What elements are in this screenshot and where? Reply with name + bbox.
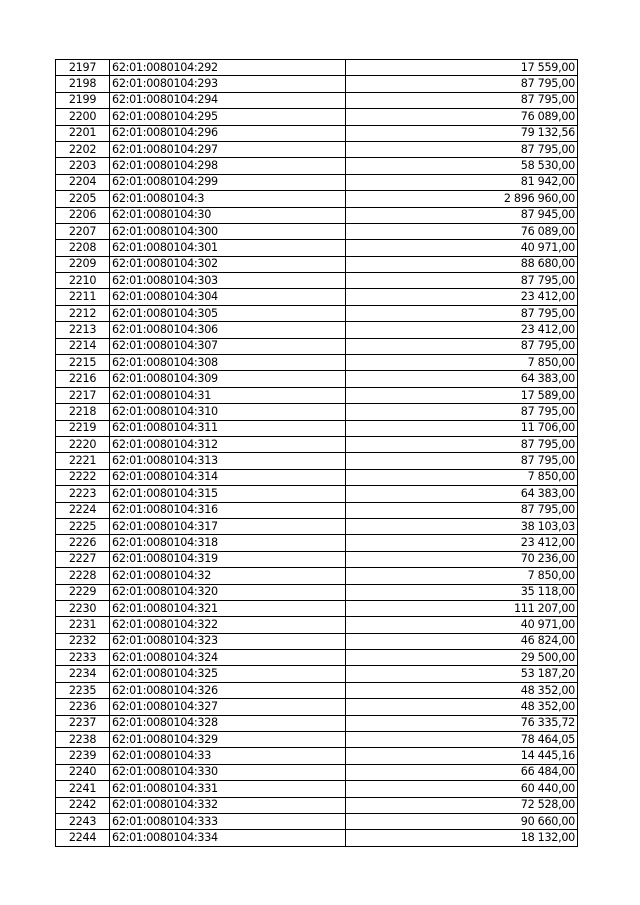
table-row [56,289,578,305]
cadastral-number-cell: 62:01:0080104:315 [110,486,346,502]
cadastral-value-cell: 79 132,56 [346,125,578,141]
cadastral-number-cell: 62:01:0080104:323 [110,633,346,649]
row-number-cell: 2228 [56,568,110,584]
cadastral-value-cell: 87 795,00 [346,305,578,321]
table-row [56,141,578,157]
row-number-cell: 2235 [56,682,110,698]
table-row [56,125,578,141]
table-row [56,404,578,420]
table-row [56,387,578,403]
cadastral-value-cell: 87 795,00 [346,76,578,92]
table-row [56,781,578,797]
cadastral-value-cell: 64 383,00 [346,371,578,387]
table-row [56,600,578,616]
cadastral-value-cell: 87 795,00 [346,141,578,157]
cadastral-number-cell: 62:01:0080104:305 [110,305,346,321]
cadastral-value-cell: 58 530,00 [346,158,578,174]
table-row [56,486,578,502]
table-row [56,518,578,534]
row-number-cell: 2229 [56,584,110,600]
table-row [56,240,578,256]
row-number-cell: 2206 [56,207,110,223]
row-number-cell: 2201 [56,125,110,141]
table-body [56,60,578,847]
cadastral-number-cell: 62:01:0080104:301 [110,240,346,256]
cadastral-number-cell: 62:01:0080104:331 [110,781,346,797]
cadastral-value-table [55,59,578,847]
row-number-cell: 2233 [56,650,110,666]
cadastral-value-cell: 23 412,00 [346,322,578,338]
row-number-cell: 2197 [56,60,110,76]
table-row [56,830,578,846]
row-number-cell: 2239 [56,748,110,764]
cadastral-value-cell: 78 464,05 [346,732,578,748]
cadastral-number-cell: 62:01:0080104:326 [110,682,346,698]
row-number-cell: 2231 [56,617,110,633]
cadastral-number-cell: 62:01:0080104:306 [110,322,346,338]
row-number-cell: 2198 [56,76,110,92]
table-row [56,223,578,239]
row-number-cell: 2238 [56,732,110,748]
table-row [56,60,578,76]
table-row [56,584,578,600]
row-number-cell: 2224 [56,502,110,518]
cadastral-number-cell: 62:01:0080104:304 [110,289,346,305]
row-number-cell: 2218 [56,404,110,420]
row-number-cell: 2232 [56,633,110,649]
row-number-cell: 2234 [56,666,110,682]
row-number-cell: 2222 [56,469,110,485]
table-row [56,191,578,207]
row-number-cell: 2214 [56,338,110,354]
cadastral-number-cell: 62:01:0080104:31 [110,387,346,403]
cadastral-number-cell: 62:01:0080104:330 [110,764,346,780]
cadastral-value-cell: 23 412,00 [346,535,578,551]
row-number-cell: 2243 [56,813,110,829]
cadastral-number-cell: 62:01:0080104:334 [110,830,346,846]
row-number-cell: 2209 [56,256,110,272]
cadastral-value-cell: 87 945,00 [346,207,578,223]
table-row [56,551,578,567]
row-number-cell: 2230 [56,600,110,616]
cadastral-value-cell: 40 971,00 [346,617,578,633]
cadastral-value-cell: 76 089,00 [346,109,578,125]
row-number-cell: 2207 [56,223,110,239]
table-row [56,535,578,551]
cadastral-value-cell: 53 187,20 [346,666,578,682]
cadastral-number-cell: 62:01:0080104:294 [110,92,346,108]
row-number-cell: 2200 [56,109,110,125]
row-number-cell: 2213 [56,322,110,338]
cadastral-value-cell: 18 132,00 [346,830,578,846]
table-row [56,273,578,289]
cadastral-value-cell: 72 528,00 [346,797,578,813]
row-number-cell: 2204 [56,174,110,190]
table-row [56,76,578,92]
table-row [56,338,578,354]
cadastral-number-cell: 62:01:0080104:333 [110,813,346,829]
row-number-cell: 2210 [56,273,110,289]
row-number-cell: 2215 [56,355,110,371]
row-number-cell: 2240 [56,764,110,780]
row-number-cell: 2216 [56,371,110,387]
cadastral-number-cell: 62:01:0080104:302 [110,256,346,272]
cadastral-value-cell: 66 484,00 [346,764,578,780]
row-number-cell: 2199 [56,92,110,108]
cadastral-value-cell: 17 589,00 [346,387,578,403]
row-number-cell: 2208 [56,240,110,256]
cadastral-value-cell: 81 942,00 [346,174,578,190]
table-row [56,420,578,436]
table-row [56,174,578,190]
row-number-cell: 2202 [56,141,110,157]
cadastral-value-cell: 2 896 960,00 [346,191,578,207]
cadastral-number-cell: 62:01:0080104:292 [110,60,346,76]
cadastral-number-cell: 62:01:0080104:309 [110,371,346,387]
table-row [56,158,578,174]
cadastral-value-cell: 70 236,00 [346,551,578,567]
cadastral-value-cell: 87 795,00 [346,502,578,518]
table-row [56,305,578,321]
table-row [56,764,578,780]
cadastral-number-cell: 62:01:0080104:311 [110,420,346,436]
cadastral-number-cell: 62:01:0080104:299 [110,174,346,190]
row-number-cell: 2237 [56,715,110,731]
table-row [56,699,578,715]
cadastral-number-cell: 62:01:0080104:327 [110,699,346,715]
table-row [56,322,578,338]
table-row [56,207,578,223]
cadastral-number-cell: 62:01:0080104:303 [110,273,346,289]
cadastral-number-cell: 62:01:0080104:32 [110,568,346,584]
row-number-cell: 2225 [56,518,110,534]
cadastral-value-cell: 48 352,00 [346,682,578,698]
cadastral-value-cell: 60 440,00 [346,781,578,797]
table-row [56,617,578,633]
cadastral-number-cell: 62:01:0080104:328 [110,715,346,731]
cadastral-value-cell: 111 207,00 [346,600,578,616]
table-row [56,813,578,829]
table-row [56,568,578,584]
cadastral-number-cell: 62:01:0080104:310 [110,404,346,420]
row-number-cell: 2227 [56,551,110,567]
cadastral-number-cell: 62:01:0080104:312 [110,436,346,452]
table-row [56,666,578,682]
cadastral-value-cell: 87 795,00 [346,436,578,452]
table-row [56,797,578,813]
row-number-cell: 2241 [56,781,110,797]
cadastral-value-cell: 17 559,00 [346,60,578,76]
cadastral-number-cell: 62:01:0080104:33 [110,748,346,764]
table-row [56,436,578,452]
cadastral-number-cell: 62:01:0080104:317 [110,518,346,534]
cadastral-value-cell: 87 795,00 [346,338,578,354]
cadastral-number-cell: 62:01:0080104:293 [110,76,346,92]
row-number-cell: 2244 [56,830,110,846]
cadastral-number-cell: 62:01:0080104:329 [110,732,346,748]
cadastral-number-cell: 62:01:0080104:307 [110,338,346,354]
cadastral-value-cell: 38 103,03 [346,518,578,534]
cadastral-value-cell: 46 824,00 [346,633,578,649]
cadastral-value-cell: 11 706,00 [346,420,578,436]
row-number-cell: 2212 [56,305,110,321]
cadastral-number-cell: 62:01:0080104:332 [110,797,346,813]
cadastral-value-cell: 14 445,16 [346,748,578,764]
cadastral-value-cell: 7 850,00 [346,355,578,371]
table-row [56,682,578,698]
cadastral-number-cell: 62:01:0080104:316 [110,502,346,518]
row-number-cell: 2217 [56,387,110,403]
cadastral-number-cell: 62:01:0080104:319 [110,551,346,567]
cadastral-value-cell: 23 412,00 [346,289,578,305]
cadastral-value-cell: 35 118,00 [346,584,578,600]
cadastral-value-cell: 87 795,00 [346,273,578,289]
cadastral-number-cell: 62:01:0080104:298 [110,158,346,174]
cadastral-number-cell: 62:01:0080104:313 [110,453,346,469]
row-number-cell: 2242 [56,797,110,813]
table-row [56,469,578,485]
table-row [56,355,578,371]
table-row [56,732,578,748]
table-row [56,453,578,469]
table-row [56,715,578,731]
cadastral-number-cell: 62:01:0080104:318 [110,535,346,551]
cadastral-value-cell: 76 335,72 [346,715,578,731]
table-row [56,748,578,764]
row-number-cell: 2211 [56,289,110,305]
table-row [56,92,578,108]
cadastral-number-cell: 62:01:0080104:325 [110,666,346,682]
cadastral-value-cell: 76 089,00 [346,223,578,239]
cadastral-number-cell: 62:01:0080104:320 [110,584,346,600]
cadastral-value-cell: 87 795,00 [346,92,578,108]
cadastral-value-cell: 64 383,00 [346,486,578,502]
cadastral-number-cell: 62:01:0080104:3 [110,191,346,207]
cadastral-value-cell: 29 500,00 [346,650,578,666]
row-number-cell: 2226 [56,535,110,551]
row-number-cell: 2219 [56,420,110,436]
cadastral-number-cell: 62:01:0080104:314 [110,469,346,485]
cadastral-number-cell: 62:01:0080104:296 [110,125,346,141]
row-number-cell: 2223 [56,486,110,502]
table-row [56,256,578,272]
cadastral-number-cell: 62:01:0080104:30 [110,207,346,223]
table-row [56,650,578,666]
cadastral-value-cell: 7 850,00 [346,469,578,485]
cadastral-number-cell: 62:01:0080104:300 [110,223,346,239]
table-row [56,633,578,649]
table-row [56,502,578,518]
cadastral-number-cell: 62:01:0080104:324 [110,650,346,666]
row-number-cell: 2220 [56,436,110,452]
table-row [56,109,578,125]
cadastral-value-cell: 87 795,00 [346,453,578,469]
cadastral-number-cell: 62:01:0080104:322 [110,617,346,633]
cadastral-number-cell: 62:01:0080104:308 [110,355,346,371]
row-number-cell: 2221 [56,453,110,469]
cadastral-value-cell: 90 660,00 [346,813,578,829]
cadastral-number-cell: 62:01:0080104:297 [110,141,346,157]
row-number-cell: 2203 [56,158,110,174]
cadastral-value-cell: 48 352,00 [346,699,578,715]
cadastral-number-cell: 62:01:0080104:321 [110,600,346,616]
cadastral-value-cell: 88 680,00 [346,256,578,272]
table-row [56,371,578,387]
row-number-cell: 2236 [56,699,110,715]
row-number-cell: 2205 [56,191,110,207]
cadastral-number-cell: 62:01:0080104:295 [110,109,346,125]
cadastral-value-cell: 7 850,00 [346,568,578,584]
cadastral-value-cell: 40 971,00 [346,240,578,256]
cadastral-value-cell: 87 795,00 [346,404,578,420]
